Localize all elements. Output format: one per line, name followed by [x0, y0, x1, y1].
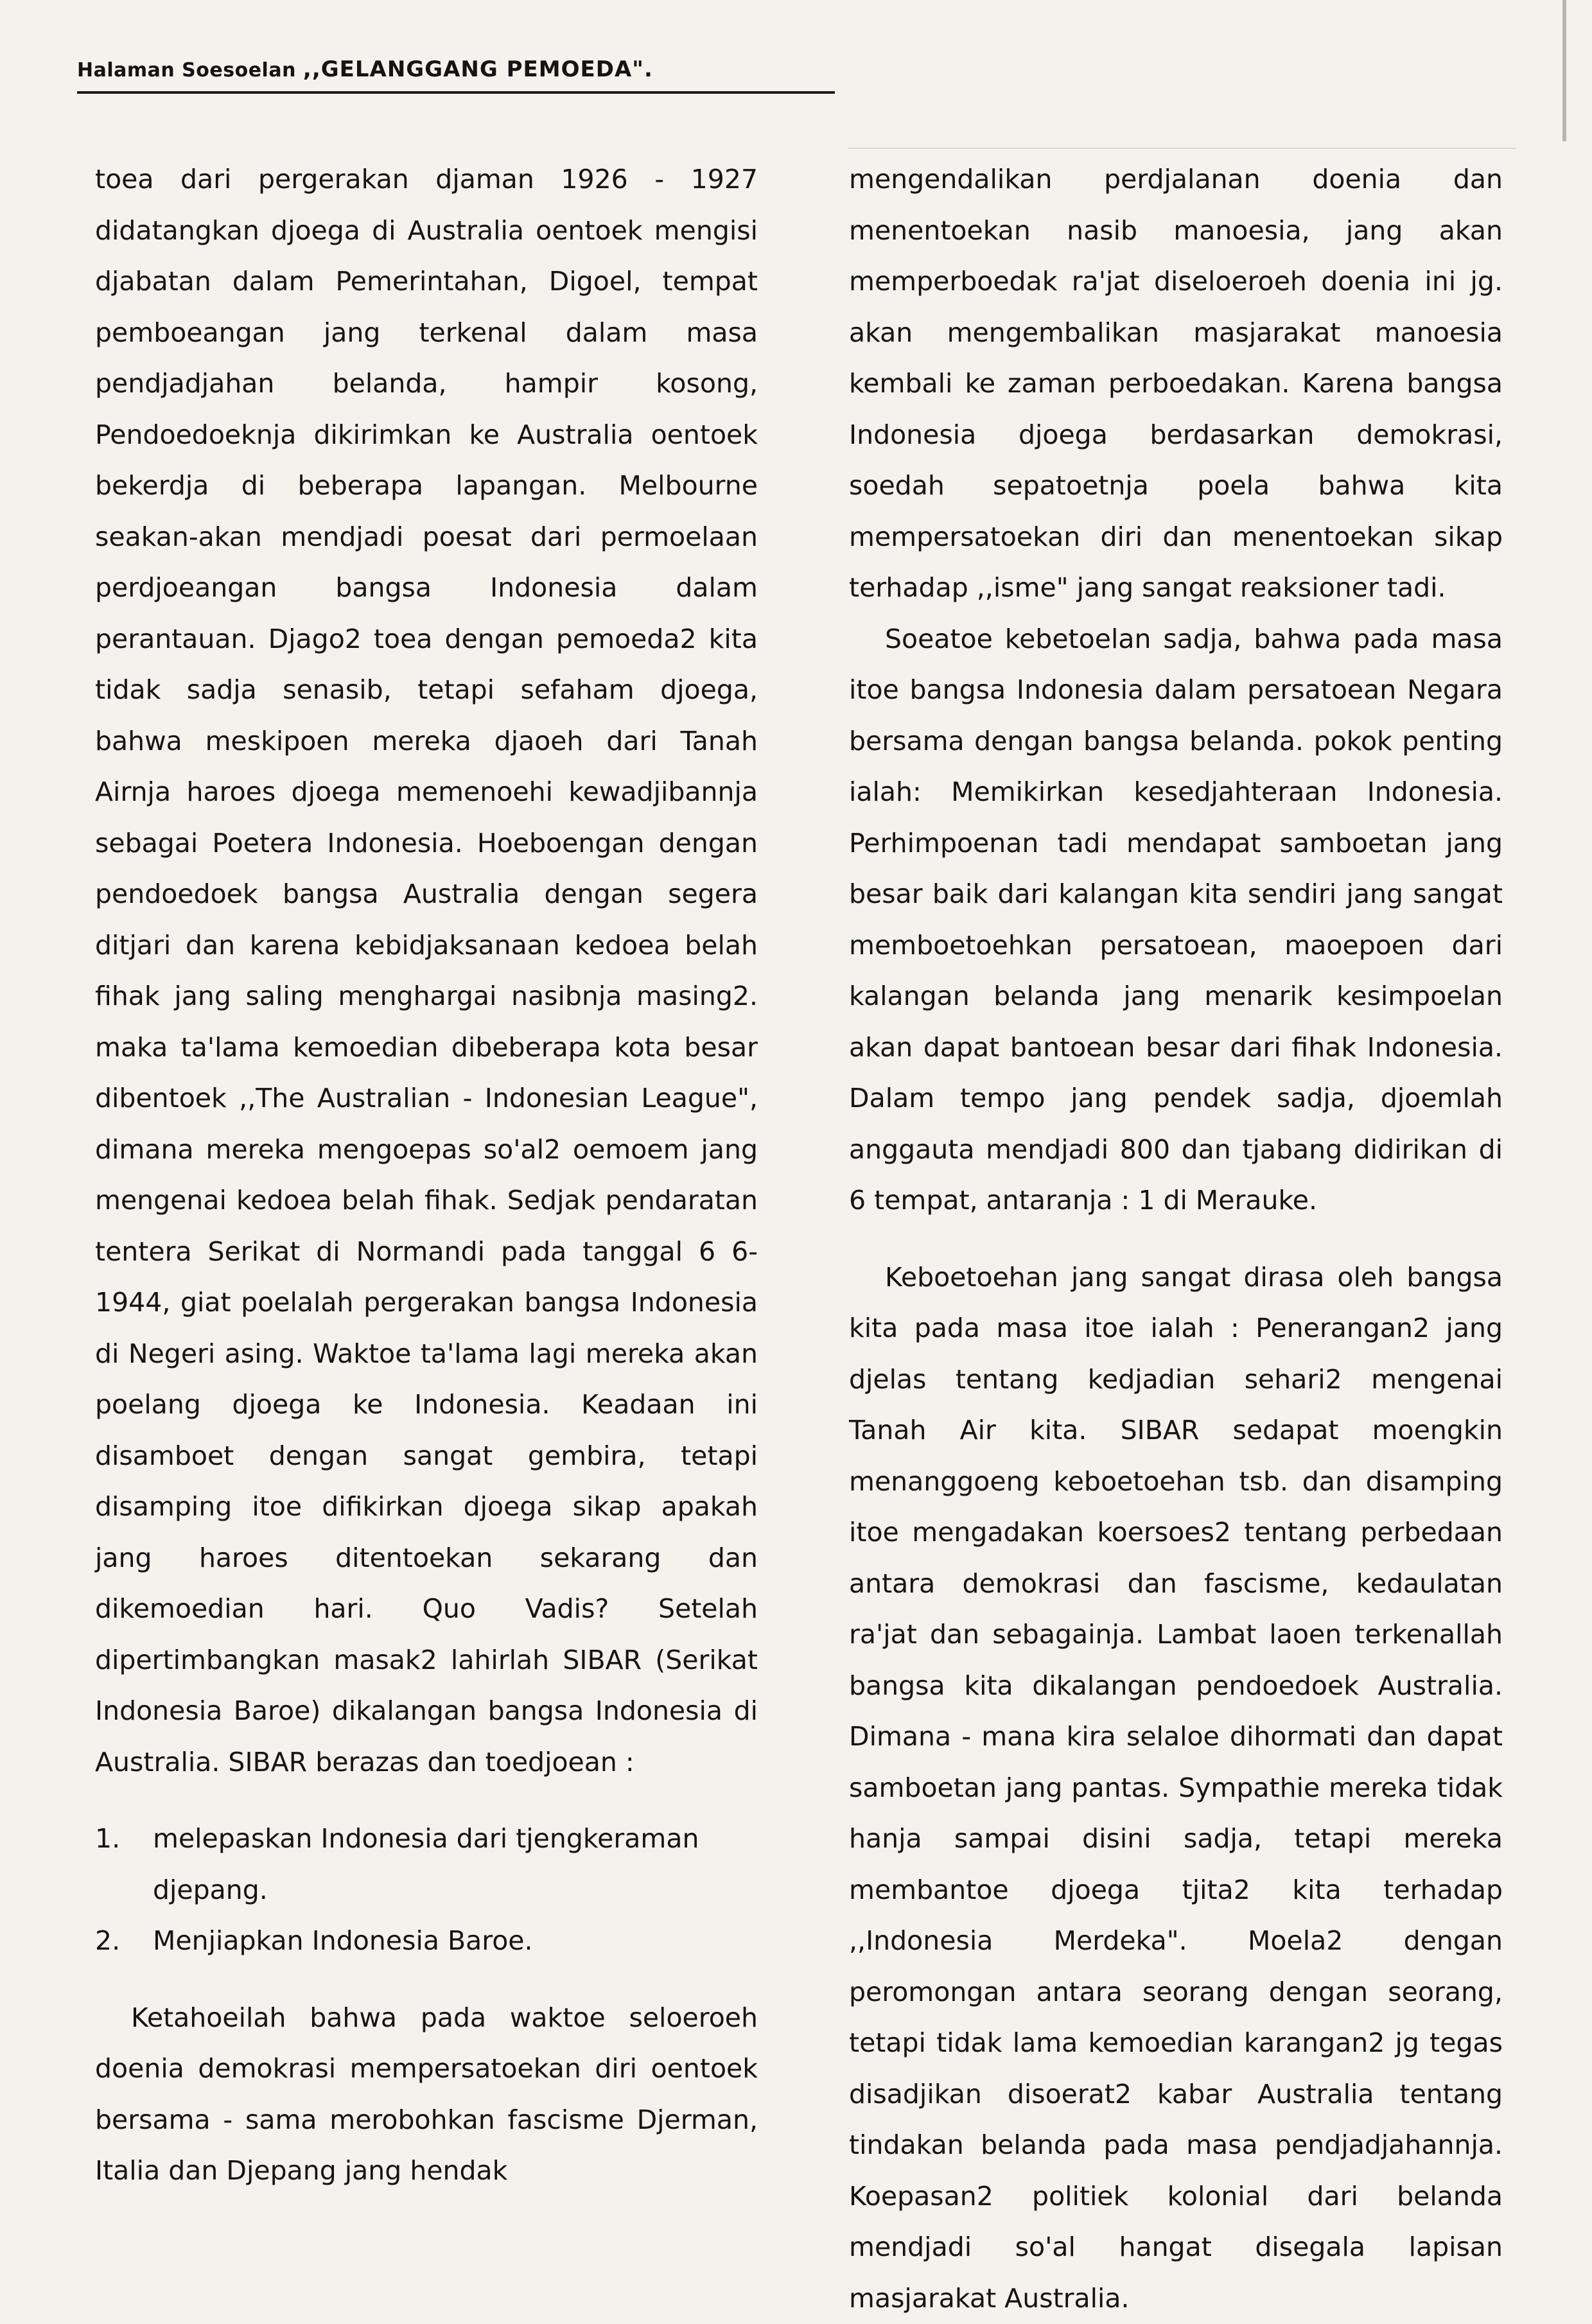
list-number: 1.: [95, 1813, 120, 1865]
page-header: [77, 57, 835, 94]
right-paragraph-1: mengendalikan perdjalanan doenia dan menentoekan nasib manoesia, jang akan memperboedak ra'jat diseloeroeh doenia ini jg. akan mengembalikan masjarakat manoesia kembali ke zaman perboedakan. Karena bangsa Indonesia djoega berdasarkan demokrasi, soedah sepatoetnja poela bahwa kita mempersatoekan diri dan menentoekan sikap terhadap ,,isme" jang sangat reaksioner tadi.: [849, 154, 1503, 614]
bleed-through-rule: [848, 96, 1516, 149]
publication-name: ,,GELANGGANG PEMOEDA".: [303, 57, 653, 82]
binding-edge: [1562, 0, 1566, 141]
right-column: [849, 154, 1503, 2324]
list-number: 2.: [95, 1916, 120, 1967]
aims-list-item: [95, 1813, 758, 1916]
aims-list-item: [95, 1916, 758, 1967]
list-text: Menjiapkan Indonesia Baroe.: [153, 1925, 533, 1956]
right-paragraph-3: Keboetoehan jang sangat dirasa oleh bangsa kita pada masa itoe ialah : Penerangan2 jang djelas tentang kedjadian sehari2 mengenai Tanah Air kita. SIBAR sedapat moengkin menanggoeng keboetoehan tsb. dan disamping itoe mengadakan koersoes2 tentang perbedaan antara demokrasi dan fascisme, kedaulatan ra'jat dan sebagainja. Lambat laoen terkenallah bangsa kita dikalangan pendoedoek Australia. Dimana - mana kira selaloe dihormati dan dapat samboetan jang pantas. Sympathie mereka tidak hanja sampai disini sadja, tetapi mereka membantoe djoega tjita2 kita terhadap ,,Indonesia Merdeka". Moela2 dengan peromongan antara seorang dengan seorang, tetapi tidak lama kemoedian karangan2 jg tegas disadjikan disoerat2 kabar Australia tentang tindakan belanda pada masa pendjadjahannja. Koepasan2 politiek kolonial dari belanda mendjadi so'al hangat disegala lapisan masjarakat Australia.: [849, 1252, 1503, 2324]
list-text: melepaskan Indonesia dari tjengkeraman djepang.: [153, 1823, 699, 1905]
left-column: [95, 154, 758, 2197]
header-prefix: Halaman Soesoelan: [77, 59, 296, 82]
aims-list: [95, 1813, 758, 1967]
right-paragraph-2: Soeatoe kebetoelan sadja, bahwa pada masa itoe bangsa Indonesia dalam persatoean Negara bersama dengan bangsa belanda. pokok penting ialah: Memikirkan kesedjahteraan Indonesia. Perhimpoenan tadi mendapat samboetan jang besar baik dari kalangan kita sendiri jang sangat memboetoehkan persatoean, maoepoen dari kalangan belanda jang menarik kesimpoelan akan dapat bantoean besar dari fihak Indonesia. Dalam tempo jang pendek sadja, djoemlah anggauta mendjadi 800 dan tjabang didirikan di 6 tempat, antaranja : 1 di Merauke.: [849, 614, 1503, 1227]
left-paragraph-1: toea dari pergerakan djaman 1926 - 1927 didatangkan djoega di Australia oentoek mengisi djabatan dalam Pemerintahan, Digoel, tempat pemboeangan jang terkenal dalam masa pendjadjahan belanda, hampir kosong, Pendoedoeknja dikirimkan ke Australia oentoek bekerdja di beberapa lapangan. Melbourne seakan-akan mendjadi poesat dari permoelaan perdjoeangan bangsa Indonesia dalam perantauan. Djago2 toea dengan pemoeda2 kita tidak sadja senasib, tetapi sefaham djoega, bahwa meskipoen mereka djaoeh dari Tanah Airnja haroes djoega memenoehi kewadjibannja sebagai Poetera Indonesia. Hoeboengan dengan pendoedoek bangsa Australia dengan segera ditjari dan karena kebidjaksanaan kedoea belah fihak jang saling menghargai nasibnja masing2. maka ta'lama kemoedian dibeberapa kota besar dibentoek ,,The Australian - Indonesian League", dimana mereka mengoepas so'al2 oemoem jang mengenai kedoea belah fihak. Sedjak pendaratan tentera Serikat di Normandi pada tanggal 6 6-1944, giat poelalah pergerakan bangsa Indonesia di Negeri asing. Waktoe ta'lama lagi mereka akan poelang djoega ke Indonesia. Keadaan ini disamboet dengan sangat gembira, tetapi disamping itoe difikirkan djoega sikap apakah jang haroes ditentoekan sekarang dan dikemoedian hari. Quo Vadis? Setelah dipertimbangkan masak2 lahirlah SIBAR (Serikat Indonesia Baroe) dikalangan bangsa Indonesia di Australia. SIBAR berazas dan toedjoean :: [95, 154, 758, 1788]
left-paragraph-2: Ketahoeilah bahwa pada waktoe seloeroeh doenia demokrasi mempersatoekan diri oentoek bersama - sama merobohkan fascisme Djerman, Italia dan Djepang jang hendak: [95, 1993, 758, 2197]
